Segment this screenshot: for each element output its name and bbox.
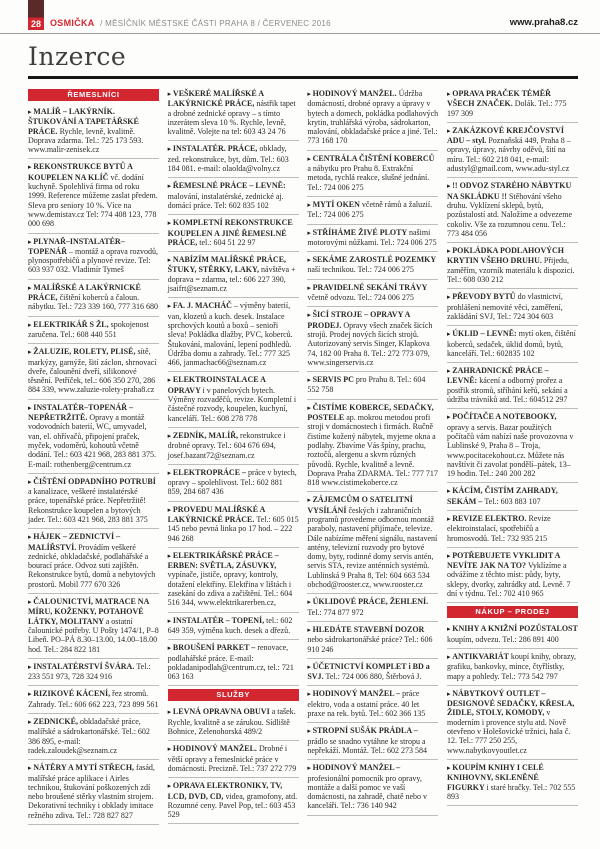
classified-ad [447,686,578,760]
ad-lead-text: SERVIS PC [312,375,356,385]
magazine-name: OSMIČKA [50,18,95,28]
classified-ad [28,594,159,659]
classified-ad [447,409,578,483]
classified-ad [168,215,299,252]
ad-bullet-icon: ▸ [446,182,453,191]
classified-ad [168,741,299,778]
ad-bullet-icon: ▸ [446,330,453,339]
ad-bullet-icon: ▸ [28,403,34,412]
classified-ad [28,760,159,825]
ad-bullet-icon: ▸ [28,598,34,607]
magazine-subtitle: / MĚSÍČNÍK MĚSTSKÉ ČÁSTI PRAHA 8 / ČERVENEC 2016 [100,19,331,28]
ad-bullet-icon: ▸ [307,311,313,320]
ad-bullet-icon: ▸ [167,90,173,98]
ad-bullet-icon: ▸ [446,689,453,698]
ad-column-3 [307,86,438,816]
ad-lead-text: ZAHRADNICKÉ PRÁCE – LEVNĚ: [446,366,549,386]
ad-lead-text: STŘÍHÁME ŽIVÉ PLOTY [312,227,409,237]
classified-ad [307,280,438,308]
classified-ad [447,243,578,289]
classified-ad [168,86,299,141]
classified-ad [168,252,299,298]
ad-body-text: vypínače, jističe, opravy, kontroly, dotažení elektřiny. Elektřina v lištách i zasekání do zdiva a začištění. Tel.: 604 516 344, www.elektrikarerben.cz, [167,570,293,608]
ad-bullet-icon: ▸ [167,219,173,228]
ad-bullet-icon: ▸ [446,551,453,560]
classified-ad [447,760,578,806]
ad-bullet-icon: ▸ [28,690,34,699]
page-header [0,0,600,34]
classified-ad [447,483,578,511]
ad-bullet-icon: ▸ [28,764,34,773]
page-title: Inzerce [28,42,127,71]
ad-lead-text: ČALOUNICTVÍ, MATRACE NA MÍRU, KOŽENKY, POTAHOVÉ LÁTKY, MOLITANY [28,597,149,626]
ad-body-text: sítě, markýzy, garnýže, šití záclon, shrnovací dveře, čalounění dveří, silikonové těsnění. Petříček, tel.: 606 350 270, 286 884 339, www.zaluzie-rolety-praha8.cz [28,347,157,395]
ad-body-text: našimi motorovými nůžkami. Tel.: 724 006 275 [307,227,437,247]
classified-ad [28,159,159,233]
ad-lead-text: STROPNÍ SUŠÁK PRÁDLA – [312,726,418,736]
classified-ad [307,372,438,400]
ad-bullet-icon: ▸ [28,477,34,486]
classified-ad [168,640,299,686]
classified-ad [307,197,438,225]
classified-ad [28,686,159,714]
ad-body-text: včetně rámů a žaluzií. Tel.: 724 006 275 [307,199,433,220]
ad-body-text: čištění koberců a čaloun. nábytku. Tel.: 723 339 160, 777 316 680 [28,293,158,312]
classified-ad [307,225,438,253]
ad-lead-text: NABÍZÍM MALÍŘSKÉ PRÁCE, ŠTUKY, STĚRKY, LAKY, [167,255,287,275]
classified-ad [168,502,299,548]
ad-lead-text: PŘEVODY BYTŮ [452,292,518,302]
ad-lead-text: REVIZE ELEKTRO. [452,513,529,523]
ad-bullet-icon: ▸ [446,90,453,98]
ad-body-text: řez stromů. Zahrady. Tel.: 606 662 223, 723 899 561 [28,689,159,709]
classified-ad [168,372,299,427]
ad-body-text: Tel.: 724 006 880, Štěrbová J. [325,672,422,682]
ad-column-1 [28,86,159,825]
classified-ad [447,86,578,123]
classified-ad [447,123,578,178]
section-header: ŘEMESLNÍCI [28,89,159,101]
ad-lead-text: ELEKTRIKÁŘ S ŽL, [33,319,111,329]
ad-lead-text: HÁJEK – ZEDNICTVÍ – MALÍŘSTVÍ. [28,532,121,552]
classified-ad [447,178,578,243]
ad-body-text: Vyklízíme a odvážíme z těchto míst: půdy, byty, sklepy, dvorky, zahrádky atd. Levně. 7 dní v týdnu. Tel.: 702 410 965 [446,561,571,599]
ad-bullet-icon: ▸ [307,90,313,98]
ad-lead-text: HODINOVÝ MANŽEL. [312,89,399,98]
classified-ad [307,307,438,372]
ad-bullet-icon: ▸ [167,302,173,311]
ad-body-text: i staré hračky. Tel.: 702 555 893 [446,782,576,801]
ad-body-text: prádlo se snadno vytáhne ke stropu a nepřekáží. Montáž. Tel.: 602 273 584 [307,736,428,755]
ad-lead-text: CENTRÁLA ČIŠTĚNÍ KOBERCŮ [312,153,435,163]
ad-body-text: videa, gramofony, atd. Rozumné ceny. Pavel Pop, tel.: 603 453 529 [167,791,298,820]
classified-ad [307,252,438,280]
ad-body-text: Opravy a montáž vodovodních baterií, WC, umyvadel, van, el. ohřívačů, připojení praček, myček, vodoměrů, kohoutů včetně dodání. Tel.: 603 421 968, 283 881 375. E-mail: rothenberg@centrum.cz [28,413,156,469]
ad-body-text: českých i zahraničních programů provedeme odbornou montáž paraboly, nastavení přijímače, televize. Dále nabízíme měření signálu, nastavení antény, televizní rozvody pro bytové domy, byty, rodinné domy servis antén, servis STA, revize anténních systémů. Lublinská 9 Praha 8, Tel: 604 663 534 obchod@rooster.cz, www.rooster.cz [307,505,438,590]
ad-body-text: ap. mokrou metodou profi stroji v domácnostech i firmách. Ručně čistíme kožený nábytek, myjeme okna a podlahy. Zbavíme Vás špíny, prachu, roztočů, alergenu a skvrn různých původů. Rychle, kvalitně a levně. Doprava Praha ZDARMA. Tel.: 777 717 818 www.cistimekoberce.cz [307,413,438,488]
ad-bullet-icon: ▸ [307,376,313,385]
ad-body-text: a ostatní čalounické potřeby. U Pošty 1474/1, P–8 Libeň. PO–PÁ 8.30–13.00, 14.00–18.00 hod. Tel.: 284 822 181 [28,616,159,654]
ad-lead-text: KOUPÍM KNIHY I CELÉ KNIHOVNY, SKLENĚNÉ FIGURKY [446,762,544,792]
classified-ad [168,428,299,465]
classified-ad [447,363,578,409]
ad-body-text: práce elektro, voda a ostatní práce. 40 let praxe na rek. bytů. Tel.: 602 366 135 [307,689,426,719]
ad-lead-text: ČIŠTĚNÍ ODPADNÍHO POTRUBÍ [33,476,156,486]
ad-body-text: profesionální pomocník pro opravy, montáže a další pomoc ve vaší domácnosti, na zahradě, chatě nebo v kanceláři. Tel.: 736 140 942 [307,773,428,811]
ad-lead-text: ÚKLID – LEVNĚ: [452,329,519,339]
ad-bullet-icon: ▸ [28,283,34,292]
ad-lead-text: PRAVIDELNÉ SEKÁNÍ TRÁVY [312,282,428,292]
ad-lead-text: ÚČETNICTVÍ KOMPLET i BD a SVJ. [307,661,430,682]
classified-ad [447,649,578,686]
ad-lead-text: KÁCÍM, ČISTÍM ZAHRADY, SEKÁM – [446,486,558,506]
ad-lead-text: ŽALUZIE, ROLETY, PLISÉ, [33,347,138,357]
ad-body-text: koupí knihy, obrazy, grafiku, bankovky, mince, čtyřlístky, mapy a pohledy. Tel.: 773 542 797 [446,651,577,681]
ad-lead-text: ANTIKVARIÁT [452,651,511,661]
ad-bullet-icon: ▸ [307,228,313,237]
ad-bullet-icon: ▸ [307,727,313,736]
ad-lead-text: BROUŠENÍ PARKET – [172,643,258,653]
ad-lead-text: MYTÍ OKEN [312,199,362,209]
ad-bullet-icon: ▸ [167,376,173,385]
page-number-tab [28,0,44,30]
ad-bullet-icon: ▸ [167,644,173,653]
classified-ad [307,760,438,815]
ad-body-text: Rychle, levně, kvalitně. Doprava zdarma. Tel.: 725 173 593. www.malir-zenisek.cz [28,126,144,155]
ad-bullet-icon: ▸ [446,487,453,496]
ad-bullet-icon: ▸ [307,764,313,773]
ad-body-text: návštěva + doprava = zdarma, tel.: 606 227 390, jsaifrt@seznam.cz [167,265,296,294]
classified-ad [168,704,299,741]
ad-lead-text: HODINOVÝ MANŽEL – [312,763,401,773]
ad-bullet-icon: ▸ [307,598,313,607]
ad-body-text: nebo sádrokartonářské práce? Tel.: 606 910 246 [307,635,433,654]
classified-ad [307,400,438,493]
classified-ad [28,714,159,760]
classified-ad [28,104,159,159]
ad-body-text: Údržba domácností, drobné opravy a úpravy v bytech a domech, pokládka podlahových krytin, truhlářská výroba, sádrokarton, malování, obkladačské práce a jiné. Tel.: 773 168 170 [307,89,439,146]
ad-body-text: fasád, malířské práce aplikace i Airles technikou, štukování poškozených zdí nebo broušené stěrky vlastním strojem. Dekorativní techniky i obklady imitace režného zdiva. Tel.: 728 827 827 [28,763,155,820]
classified-ad [168,613,299,641]
classified-ad [307,622,438,659]
classified-ad [447,326,578,363]
ad-bullet-icon: ▸ [446,625,453,634]
ad-bullet-icon: ▸ [307,256,313,265]
classified-ad [307,659,438,687]
ad-body-text: Drobné i větší opravy a řemeslnické práce v domácnosti. Precizně. Tel.: 737 272 779 [167,744,297,773]
ad-lead-text: FA. J. MACHÁČ [172,301,234,311]
ad-bullet-icon: ▸ [167,616,173,625]
ad-lead-text: ŘEMESLNÉ PRÁCE – LEVNĚ: [172,181,286,191]
ad-bullet-icon: ▸ [28,662,34,671]
ad-bullet-icon: ▸ [446,514,453,523]
ad-lead-text: ZAKÁZKOVÉ KREJČOVSTVÍ ADU – styl. [446,125,565,146]
ad-bullet-icon: ▸ [307,403,313,412]
classified-ad [447,511,578,548]
ad-lead-text: ČISTÍME KOBERCE, SEDAČKY, POSTELE [307,402,434,423]
title-divider [28,76,578,79]
ad-lead-text: ZEDNÍK, MALÍŘ, [172,430,241,440]
ad-lead-text: RIZIKOVÉ KÁCENÍ, [33,689,113,699]
ad-lead-text: POČÍTAČE A NOTEBOOKY, [452,412,557,422]
ad-body-text: a nábytku pro Prahu 8. Extrakční metoda, rychlá reakce, slušné jednání. Tel.: 724 006 275 [307,164,430,192]
ad-bullet-icon: ▸ [446,652,453,661]
ad-body-text: do vlastnictví, prohlášení nemovité věci, zaměření, zakládání SVJ, Tel.: 724 304 603 [446,292,563,321]
classified-ad [168,465,299,502]
ad-bullet-icon: ▸ [446,293,453,302]
ad-lead-text: INSTALATÉRSTVÍ ŠVÁRA. [33,661,137,671]
ad-lead-text: VEŠKERÉ MALÍŘSKÉ A LAKÝRNICKÉ PRÁCE, [167,89,264,109]
ad-body-text: Přijedu, zaměřím, vzorník materiálu k dispozici. Tel.: 608 030 212 [446,256,575,285]
ad-bullet-icon: ▸ [167,182,173,191]
classified-ad [28,317,159,345]
ad-body-text: a kanalizace, veškeré instalatérské práce, topenářské práce. Nepřetržitě! Rekonstrukce koupelen a bytových jader. Tel.: 603 421 968, 283 881 375 [28,487,148,524]
classified-ad [28,400,159,474]
ad-body-text: obklady, zed. rekonstrukce, byt, dům. Tel.: 603 184 081. e-mail: olaolda@volny.cz [167,144,289,174]
ad-body-text: nástřik tapet a drobné zednické opravy – s tímto inzerátem sleva 10 %. Rychle, levně, kvalitně. Volejte na tel: 603 43 24 76 [167,99,296,137]
ad-body-text: Tel.: 774 877 972 [307,607,364,617]
ad-lead-text: ELEKTROINSTALACE A OPRAVY [167,375,266,395]
ad-body-text: obkladačské práce, malířské a sádrokartonářské. Tel.: 602 386 895, e-mail: radek.zaloudek@seznam.cz [28,717,150,755]
ad-lead-text: OPRAVA PRAČEK TÉMĚŘ VŠECH ZNAČEK. [446,89,551,109]
ad-lead-text: INSTALATÉR – TOPENÍ, [172,615,267,625]
ad-body-text: a tašek. Rychle, kvalitně a se zárukou. Sídliště Bohnice, Zelenohorská 489/2 [167,707,296,737]
ad-lead-text: KNIHY A KNIŽNÍ POZŮSTALOST [452,624,578,634]
classified-ad [28,474,159,529]
classified-ad [168,778,299,824]
ad-lead-text: ŠICÍ STROJE – OPRAVY A PRODEJ. [307,310,410,330]
ad-bullet-icon: ▸ [307,690,313,699]
ad-bullet-icon: ▸ [28,320,34,329]
classified-ad [307,723,438,760]
classified-ad [28,529,159,594]
page-number: 28 [30,19,41,29]
ad-body-text: práce v bytech, opravy – spolehlivost. Tel.: 602 881 859, 284 687 436 [167,467,297,497]
ad-lead-text: HLEDÁTE STAVEBNÍ DOZOR [312,624,425,634]
ad-lead-text: HODINOVÝ MANŽEL. [172,744,259,754]
ad-bullet-icon: ▸ [307,496,313,505]
ad-body-text: renovace, podlahářské práce. E-mail: pokladanipodlah@centrum.cz, tel.: 721 063 163 [167,643,294,682]
ad-bullet-icon: ▸ [446,413,453,422]
ad-body-text: vč. dodání kuchyně. Spolehlivá firma od roku 1999. Reference můžeme zaslat předem. Sleva pro seniory 10 %. Více na www.demistav.cz Tel: 774 408 123, 778 000 698 [28,172,158,229]
ad-column-2 [168,86,299,824]
classified-ad [168,178,299,215]
ad-columns [0,86,600,825]
ad-body-text: Dolák. Tel.: 775 197 309 [446,99,567,118]
ad-body-text: naší technikou. Tel.: 724 006 275 [307,265,414,275]
ad-body-text: včetně odvozu. Tel.: 724 006 275 [307,293,414,303]
classified-ad [447,289,578,326]
ad-lead-text: HODINOVÝ MANŽEL – [312,689,403,699]
ad-bullet-icon: ▸ [167,708,173,717]
ad-lead-text: POKLÁDKA PODLAHOVÝCH KRYTIN VŠEHO DRUHU. [446,246,565,266]
ad-bullet-icon: ▸ [307,625,313,634]
ad-body-text: kácení a odborný prořez a postřik stromů, stříhání keřů, sekání a údržba trávníků atd. Tel.: 604512 297 [446,376,568,405]
ad-body-text: pro Prahu 8. Tel.: 604 552 758 [307,375,426,395]
ad-body-text: Tel.: 605 015 145 nebo pevná linka po 17 hod. – 222 946 268 [167,514,299,543]
ad-lead-text: PROVEDU MALÍŘSKÉ A LAKÝRNICKÉ PRÁCE. [167,504,265,524]
ad-lead-text: NÁBYTKOVÝ OUTLET – DESIGNOVÉ SEDAČKY, KŘESLA, ŽIDLE, STOLY, KOMODY, [446,688,575,718]
ad-body-text: Opravy všech značek šicích strojů. Prodej nových šicích strojů. Autorizovaný servis Singer, Klapkova 74, 182 00 Praha 8. Tel.: 272 773 079, www.singerservis.cz [307,320,433,367]
ad-lead-text: SEKÁME ZAROSTLÉ POZEMKY [312,255,436,265]
classified-ad [28,344,159,399]
ad-bullet-icon: ▸ [28,348,34,357]
classified-ad [307,492,438,594]
ad-bullet-icon: ▸ [167,256,173,265]
ad-lead-text: NÁTĚRY A MYTÍ STŘECH, [33,763,137,773]
ad-body-text: – montáž a oprava rozvodů, plynospotřebičů a plynové revize. Tel: 603 937 032. Vladimír Tymeš [28,246,159,275]
ad-body-text: rekonstrukce i drobné opravy. Tel.: 604 676 694, josef.bazant72@seznam.cz [167,430,286,460]
ad-body-text: Poznaňská 449, Praha 8 – opravy, úpravy, návrhy oděvů, šití na míru. Tel.: 602 218 041, e-mail: adustyl@gmail.com, www.adu-styl.cz [446,136,571,174]
ad-body-text: tel.: 604 51 22 97 [199,237,256,247]
classified-ad [28,280,159,317]
ad-bullet-icon: ▸ [28,718,34,727]
classified-ad [307,686,438,723]
classified-ad [28,234,159,280]
ad-lead-text: MALÍŘ – LAKÝRNÍK. ŠTUKOVÁNÍ A TAPETÁŘSKÉ PRÁCE. [28,107,139,136]
ad-lead-text: ÚKLIDOVÉ PRÁCE, ŽEHLENÍ. [312,597,429,607]
ad-bullet-icon: ▸ [167,505,173,514]
classified-ad [168,141,299,178]
ad-bullet-icon: ▸ [167,745,173,754]
ad-body-text: mytí oken, čištění koberců, sedaček, úklid domů, bytů, kanceláří. Tel.: 602835 102 [446,329,576,358]
ad-body-text: spokojenost zaručena. Tel.: 608 440 551 [28,319,149,339]
ad-body-text: Provádím veškeré zednické, obkladačské, podlahářské a bourací práce. Odvoz suti zajištěn. Rekonstrukce bytů, domů a nebytových prostorů. Mobil 777 670 326 [28,542,156,589]
ad-lead-text: POTŘEBUJETE VYKLIDIT A NEVÍTE JAK NA TO? [446,550,560,571]
classified-ad [307,151,438,197]
ad-bullet-icon: ▸ [167,431,173,440]
classified-ad [168,298,299,372]
ad-bullet-icon: ▸ [446,763,453,772]
ad-lead-text: ELEKTRIKÁŘSKÉ PRÁCE – ERBEN: SVĚTLA, ZÁSUVKY, [167,550,279,571]
website-url: www.praha8.cz [509,17,578,28]
classified-ad [168,548,299,613]
ad-body-text: Revize elektroinstalací, spotřebičů a hromosvodů. Tel.: 732 935 215 [446,513,551,543]
ad-bullet-icon: ▸ [167,782,173,791]
ad-body-text: v moderním i provence stylu atd. Nově otevřeno v Holešovické tržnici, hala č. 12. Tel.: 777 250 255, www.nabytkovyoutlet.cz [446,708,571,755]
ad-bullet-icon: ▸ [307,200,313,209]
ad-lead-text: OPRAVA ELEKTRONIKY, TV, LCD, DVD, CD, [167,781,283,801]
ad-body-text: Tel.: 233 551 973, 728 324 916 [28,661,151,682]
ad-bullet-icon: ▸ [28,237,34,246]
ad-bullet-icon: ▸ [167,551,173,560]
ad-bullet-icon: ▸ [167,145,173,154]
ad-body-text: opravy a servis. Bazar použitých počítačů vám nabízí naše provozovna v Lublinské 9, Praha 8 – Troja, www.pocitacekohout.cz. Můžete nás navštívit či zavolat pondělí–pátek, 13–19 hodin. Tel.: 240 200 282 [446,422,574,479]
ad-body-text: i v panelových bytech. Výměny rozvaděčů, revize. Kompletní i částečné rozvody, koupelen, kuchyní, kanceláří. Tel.: 608 278 778 [167,385,297,423]
masthead [50,18,331,28]
ad-body-text: – výměny baterií, van, klozetů a kuch. desek. Instalace sprchových koutů a boxů – senioři sleva! Pokládka dlažby, PVC, koberců. Štukování, malování, lepení podhledů. Údržba domu a zahrady. Tel.: 777 325 466, janmachac66@seznam.cz [167,301,293,368]
title-row [0,34,600,71]
classified-ad [447,621,578,649]
section-header: NÁKUP – PRODEJ [447,606,578,618]
ad-bullet-icon: ▸ [446,247,453,256]
ad-bullet-icon: ▸ [167,468,173,477]
ad-bullet-icon: ▸ [307,154,313,163]
ad-bullet-icon: ▸ [307,662,313,671]
ad-lead-text: ELEKTROPRÁCE – [172,467,249,477]
classified-ad [307,594,438,622]
ad-body-text: tel.: 602 649 359, výměna kuch. desek a dřezů. [167,615,293,635]
ad-body-text: Stěhování všeho druhu. Vyklízení sklepů, bytů, pozůstalostí atd. Naložíme a odvezeme cokoliv. Vše za rozumnou cenu. Tel.: 773 484 056 [446,191,573,238]
ad-bullet-icon: ▸ [446,126,453,135]
ad-lead-text: INSTALATÉR. PRÁCE, [172,144,260,154]
ad-body-text: koupím, odvezu. Tel.: 286 891 400 [446,634,559,644]
ad-lead-text: LEVNÁ OPRAVNA OBUVI [172,707,272,717]
classified-ad [307,86,438,151]
ad-lead-text: ZEDNICKÉ, [33,717,80,727]
ad-lead-text: REKONSTRUKCE BYTŮ A KOUPELEN NA KLÍČ [28,162,133,182]
ad-lead-text: MALÍŘSKÉ A LAKÝRNICKÉ PRÁCE, [28,282,141,303]
ad-lead-text: ZÁJEMCŮM O SATELITNÍ VYSÍLÁNÍ [307,495,413,515]
classified-ad [447,548,578,603]
ad-lead-text: !! ODVOZ STARÉHO NÁBYTKU NA SKLÁDKU !! [446,181,572,201]
ad-body-text: Tel.: 603 883 107 [484,496,541,506]
section-header: SLUŽBY [168,689,299,701]
classified-ad [28,659,159,687]
ad-body-text: malování, instalatérské, zednické aj. domácí práce. Tel: 602 835 102 [167,191,284,210]
ad-column-4 [447,86,578,806]
ad-bullet-icon: ▸ [28,163,34,172]
ad-bullet-icon: ▸ [28,533,34,542]
ad-lead-text: INSTALATÉR–TOPENÁŘ – NEPŘETRŽITĚ. [28,402,134,423]
ad-lead-text: KOMPLETNÍ REKONSTRUKCE KOUPELEN A JINÉ ŘEMESLNÉ PRÁCE, [167,218,293,247]
ad-lead-text: PLYNAŘ–INSTALATÉR–TOPENÁŘ [28,236,125,256]
ad-bullet-icon: ▸ [446,367,453,376]
ad-bullet-icon: ▸ [28,108,34,116]
ad-bullet-icon: ▸ [307,283,313,292]
